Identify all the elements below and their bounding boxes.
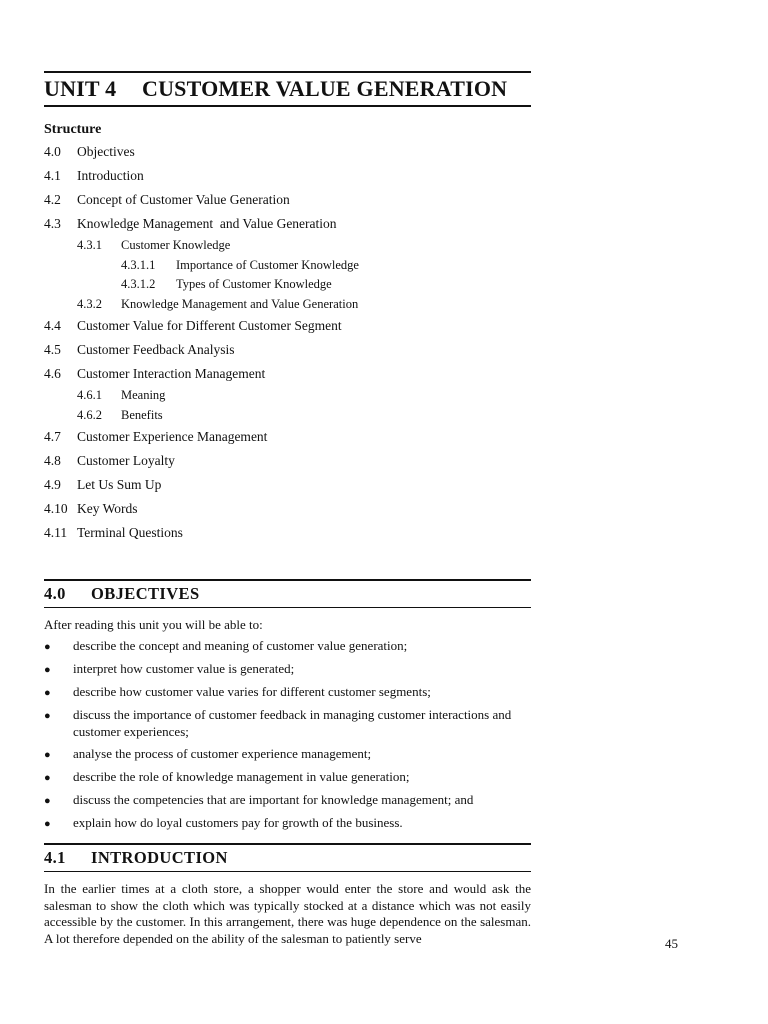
toc-item-title: Benefits xyxy=(121,407,163,422)
toc-item xyxy=(44,362,531,386)
unit-title-text: CUSTOMER VALUE GENERATION xyxy=(142,76,508,101)
toc-item-title: Customer Experience Management xyxy=(77,429,268,444)
objectives-title: OBJECTIVES xyxy=(91,583,200,603)
objective-text: discuss the competencies that are important for knowledge management; and xyxy=(73,791,474,807)
introduction-number: 4.1 xyxy=(44,847,66,867)
objectives-section xyxy=(44,579,531,832)
objective-text: describe how customer value varies for different customer segments; xyxy=(73,684,431,699)
toc-item-title: Key Words xyxy=(77,501,138,516)
unit-title xyxy=(44,73,531,105)
toc-item-title: Customer Interaction Management xyxy=(77,366,266,381)
toc-item-number: 4.3.2 xyxy=(77,296,102,311)
unit-header xyxy=(44,71,531,107)
introduction-title: INTRODUCTION xyxy=(91,847,228,867)
objective-item xyxy=(44,684,531,702)
toc-item-title: Customer Value for Different Customer Segment xyxy=(77,318,342,333)
toc-item xyxy=(44,425,531,449)
toc-item xyxy=(44,275,531,295)
toc-item-number: 4.5 xyxy=(44,342,61,357)
bullet-icon: ● xyxy=(44,817,51,830)
toc-item-title: Customer Knowledge xyxy=(121,238,231,252)
toc-item-number: 4.10 xyxy=(44,501,68,516)
toc-item-title: Types of Customer Knowledge xyxy=(176,277,332,291)
bullet-icon: ● xyxy=(44,748,51,761)
objective-item xyxy=(44,707,531,740)
toc-item-number: 4.6 xyxy=(44,366,61,381)
toc-item xyxy=(44,386,531,406)
objectives-heading xyxy=(44,581,531,607)
toc-item-title: Introduction xyxy=(77,168,144,183)
toc-item-number: 4.11 xyxy=(44,525,68,540)
objective-item xyxy=(44,815,531,833)
objectives-bottom-rule xyxy=(44,607,531,609)
toc-item xyxy=(44,314,531,338)
toc-item xyxy=(44,473,531,497)
introduction-bottom-rule xyxy=(44,871,531,873)
toc-item-title: Importance of Customer Knowledge xyxy=(176,257,359,272)
toc-item-number: 4.4 xyxy=(44,318,61,333)
toc-item-title: Customer Feedback Analysis xyxy=(77,342,235,357)
toc-item-number: 4.2 xyxy=(44,192,61,207)
objective-item xyxy=(44,661,531,679)
toc-item-title: Meaning xyxy=(121,388,166,402)
toc-item-title: Knowledge Management and Value Generation xyxy=(121,296,359,311)
toc-item xyxy=(44,338,531,362)
toc-item xyxy=(44,521,531,545)
objective-item xyxy=(44,769,531,787)
toc-item xyxy=(44,188,531,212)
toc-item-title: Let Us Sum Up xyxy=(77,477,162,492)
objective-text: interpret how customer value is generated; xyxy=(73,661,295,676)
unit-number: UNIT 4 xyxy=(44,76,117,101)
toc-item-number: 4.6.2 xyxy=(77,407,102,422)
structure-section xyxy=(44,106,531,545)
objectives-number: 4.0 xyxy=(44,583,66,603)
toc-item xyxy=(44,236,531,256)
objective-text: describe the concept and meaning of customer value generation; xyxy=(73,638,408,653)
toc-item-title: Concept of Customer Value Generation xyxy=(77,192,290,207)
bullet-icon: ● xyxy=(44,794,51,807)
toc-item xyxy=(44,295,531,315)
toc-item xyxy=(44,449,531,473)
toc-item-title: Customer Loyalty xyxy=(77,453,175,468)
toc-item-number: 4.6.1 xyxy=(77,388,102,402)
objective-item xyxy=(44,638,531,656)
toc-item-title: Knowledge Management and Value Generation xyxy=(77,216,337,231)
page-number: 45 xyxy=(665,936,678,951)
toc-item-number: 4.7 xyxy=(44,429,61,444)
toc-item-number: 4.3 xyxy=(44,216,61,231)
toc-item-number: 4.3.1.2 xyxy=(121,277,156,291)
toc-item-number: 4.0 xyxy=(44,144,61,159)
toc-item xyxy=(44,406,531,426)
toc-item-number: 4.3.1.1 xyxy=(121,257,156,272)
introduction-paragraph: In the earlier times at a cloth store, a shopper would enter the store and would ask the salesman to show the cloth which was typically stocked at a distance which was not easily accessible by the customer. In this arrangement, there was huge dependence on the salesman. A lot therefore depended on the ability of the salesman to patiently serve xyxy=(44,881,531,946)
toc-item-number: 4.9 xyxy=(44,477,61,492)
toc-item xyxy=(44,256,531,276)
toc-item-title: Objectives xyxy=(77,144,135,159)
toc-item-number: 4.1 xyxy=(44,168,61,183)
objective-text: discuss the importance of customer feedback in managing customer interactions and customer experiences; xyxy=(73,707,512,739)
bullet-icon: ● xyxy=(44,771,51,784)
toc-item-number: 4.3.1 xyxy=(77,238,102,252)
toc-item-title: Terminal Questions xyxy=(77,525,183,540)
objective-item xyxy=(44,746,531,764)
objectives-intro: After reading this unit you will be able to: xyxy=(44,617,263,632)
objective-text: describe the role of knowledge management in value generation; xyxy=(73,768,410,784)
bullet-icon: ● xyxy=(44,687,51,699)
introduction-section xyxy=(44,843,531,947)
structure-label: Structure xyxy=(44,122,102,137)
objective-item xyxy=(44,792,531,810)
bullet-icon: ● xyxy=(44,664,51,676)
table-of-contents xyxy=(44,140,531,545)
bullet-icon: ● xyxy=(44,710,51,722)
toc-item xyxy=(44,497,531,521)
toc-item xyxy=(44,212,531,236)
objective-text: explain how do loyal customers pay for growth of the business. xyxy=(73,814,403,830)
toc-item xyxy=(44,140,531,164)
introduction-heading xyxy=(44,845,531,871)
toc-item-number: 4.8 xyxy=(44,453,61,468)
toc-item xyxy=(44,164,531,188)
objectives-list xyxy=(44,638,531,832)
bullet-icon: ● xyxy=(44,641,51,653)
objective-text: analyse the process of customer experience management; xyxy=(73,745,372,761)
